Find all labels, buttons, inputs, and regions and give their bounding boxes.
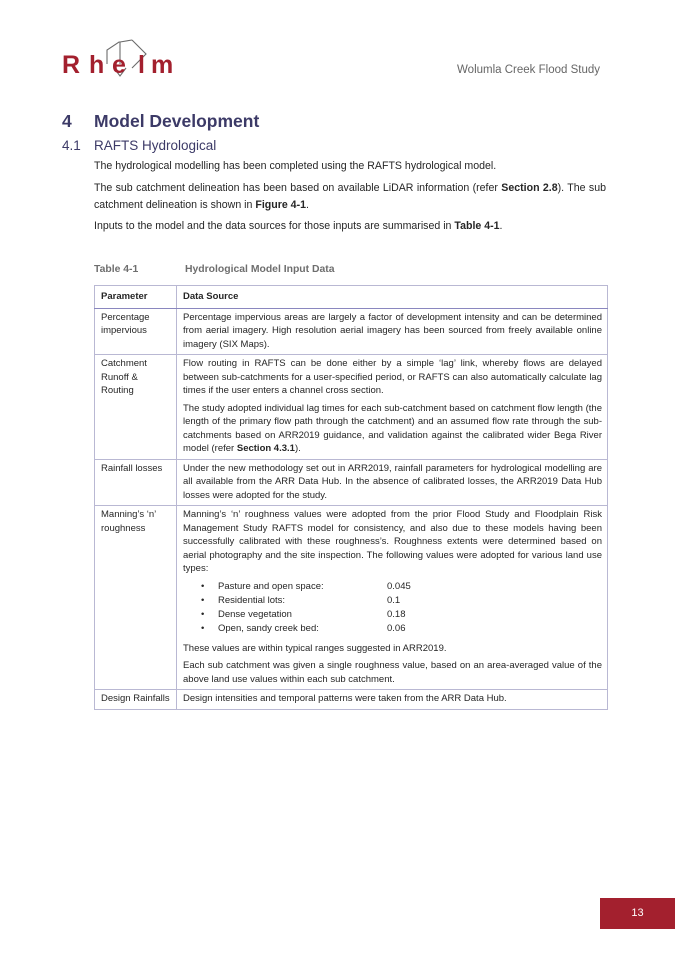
- list-item: • Open, sandy creek bed: 0.06: [201, 622, 406, 634]
- landuse-list: [183, 580, 602, 636]
- param-cell: Design Rainfalls: [95, 690, 177, 710]
- table-row: [95, 459, 608, 506]
- paragraph-subcatchment: The sub catchment delineation has been based on available LiDAR information (refer Section 2.8). The sub catchment delineation is shown in Figure 4-1.: [94, 182, 606, 211]
- logo-letter-r: R: [62, 51, 81, 79]
- source-cell: Percentage impervious areas are largely a factor of development intensity and can be determined from aerial imagery. High resolution aerial imagery has been sourced from freely available online imagery (SIX Maps).: [177, 308, 608, 355]
- table-caption-number: Table 4-1: [94, 264, 139, 275]
- param-cell: Catchment Runoff & Routing: [95, 355, 177, 460]
- subsection-heading: [62, 138, 216, 153]
- model-input-table: [94, 285, 608, 710]
- table-caption-title: Hydrological Model Input Data: [185, 264, 335, 275]
- table-row: [95, 690, 608, 710]
- ref-figure-4-1: Figure 4-1: [255, 199, 306, 211]
- paragraph-model-intro: The hydrological modelling has been completed using the RAFTS hydrological model.: [94, 160, 497, 172]
- param-cell: Percentage impervious: [95, 308, 177, 355]
- paragraph-inputs: Inputs to the model and the data sources for those inputs are summarised in Table 4-1.: [94, 220, 503, 232]
- table-caption: [94, 264, 335, 275]
- page-number: 13: [600, 898, 675, 929]
- subsection-title: RAFTS Hydrological: [94, 138, 217, 153]
- logo-letter-e: e: [112, 51, 126, 79]
- section-number: 4: [62, 111, 72, 131]
- param-cell: Rainfall losses: [95, 459, 177, 506]
- param-cell: Manning’s ‘n’ roughness: [95, 506, 177, 690]
- list-item: • Residential lots: 0.1: [201, 594, 401, 606]
- table-row: [95, 506, 608, 690]
- ref-table-4-1: Table 4-1: [454, 220, 500, 232]
- logo-letter-h: h: [89, 51, 105, 79]
- table-header-row: [95, 286, 608, 309]
- subsection-number: 4.1: [62, 138, 81, 153]
- header-data-source: Data Source: [177, 286, 608, 309]
- bullet-icon: •: [201, 594, 205, 606]
- table-row: [95, 308, 608, 355]
- source-cell: Under the new methodology set out in ARR2019, rainfall parameters for hydrological modelling are all available from the ARR Data Hub. In the absence of calibrated losses, the ARR2019 Data Hub losses were adopted for the study.: [177, 459, 608, 506]
- source-cell: Design intensities and temporal patterns were taken from the ARR Data Hub.: [177, 690, 608, 710]
- table-row: [95, 355, 608, 460]
- bullet-icon: •: [201, 622, 205, 634]
- logo-letter-m: m: [151, 51, 174, 79]
- list-item: • Pasture and open space: 0.045: [201, 580, 411, 592]
- bullet-icon: •: [201, 580, 205, 592]
- section-title: Model Development: [94, 111, 260, 131]
- bullet-icon: •: [201, 608, 205, 620]
- ref-section-2-8: Section 2.8: [501, 182, 558, 194]
- logo-letter-l: l: [138, 51, 145, 79]
- header-parameter: Parameter: [95, 286, 177, 309]
- ref-section-4-3-1: Section 4.3.1: [236, 443, 295, 454]
- rhelm-logo: [62, 38, 174, 82]
- source-cell: Flow routing in RAFTS can be done either by a simple ‘lag’ link, whereby flows are delayed between sub-catchments for a user-specified period, or RAFTS can also automatically calculate lag times if the user enters a channel cross section. The study adopted individual lag times for each sub-catchment based on catchment flow length (the length of the primary flow path through the catchment) and an assumed flow rate through the sub-catchments based on ARR2019 guidance, and validation against the calibrated wider Bega River model (refer Section 4.3.1).: [177, 355, 608, 460]
- section-heading: [62, 111, 259, 132]
- source-cell: Manning’s ‘n’ roughness values were adopted from the prior Flood Study and Floodplain Risk Management Study RAFTS model for consistency, and also due to these models having been successfully calibrated with these roughness’s. Roughness extents were determined based on aerial photography and the site inspection. The following values were adopted for various land use types: • Pasture and open space: 0.045 • Residential lots: 0.1 • Dense vegetation 0.18 • Open, sandy creek bed: 0.06 These values are within typical ranges suggested in ARR2019. Each sub catchment was given a single roughness value, based on an area-averaged value of the above land use values within each sub catchment.: [177, 506, 608, 690]
- report-title: Wolumla Creek Flood Study: [457, 64, 600, 76]
- list-item: • Dense vegetation 0.18: [201, 608, 406, 620]
